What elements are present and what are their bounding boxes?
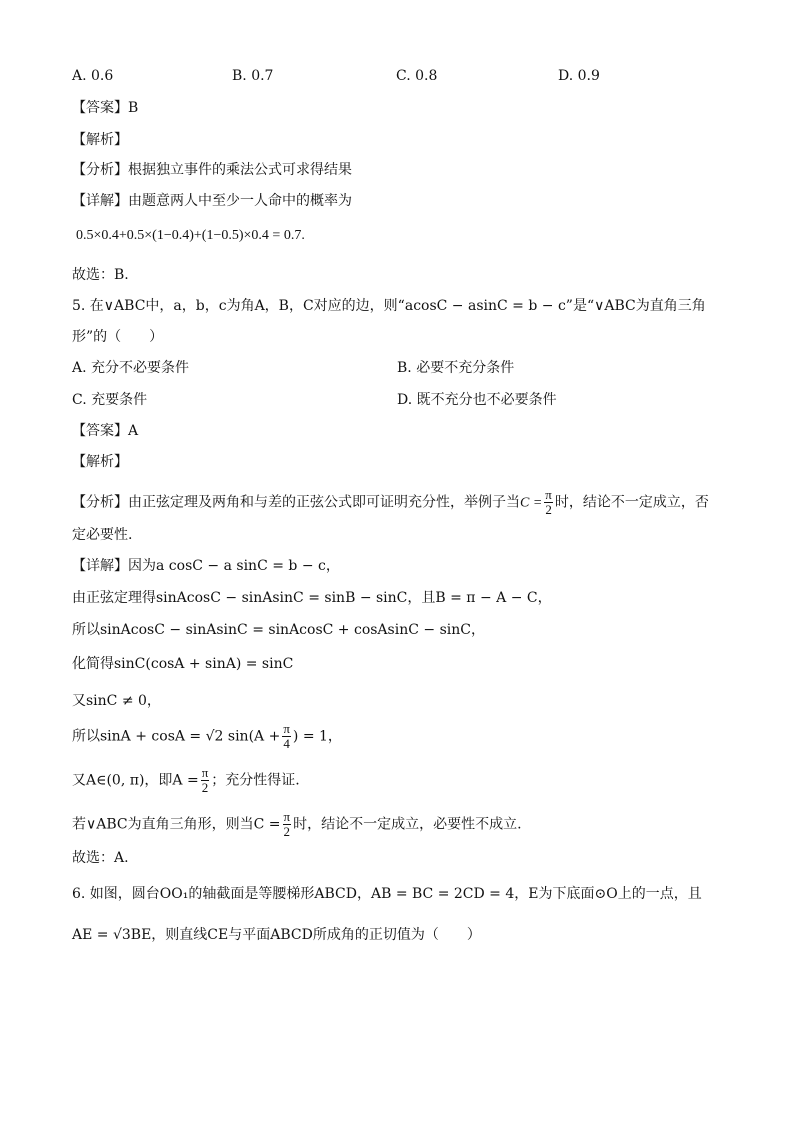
q5-fenxi-c: C =	[520, 495, 543, 511]
q5-fenxi-post: 时，结论不一定成立，否	[554, 494, 709, 511]
frac-numerator: π	[283, 721, 290, 736]
q4-choice: 故选：B.	[72, 267, 129, 283]
q5-l8-pre: 若∨ABC为直角三角形，则当C =	[72, 816, 281, 833]
q5-stem-line2: 形”的（ ）	[72, 329, 164, 345]
q5-option-b: B. 必要不充分条件	[397, 360, 515, 376]
q5-xiangjie-line5: 又sinC ≠ 0，	[72, 693, 161, 709]
fraction-pi-over-2	[201, 766, 210, 795]
q5-option-c: C. 充要条件	[72, 392, 148, 408]
q5-l7-post: ；充分性得证.	[211, 772, 300, 789]
q4-analysis-heading: 【解析】	[72, 132, 128, 148]
q6-stem-line1: 6. 如图，圆台OO₁的轴截面是等腰梯形ABCD，AB = BC = 2CD = 4，E为下底面⊙O上的一点，且	[72, 886, 702, 902]
q5-l6-pre: 所以sinA + cosA = √2 sin(A +	[72, 728, 281, 745]
frac-denominator: 2	[283, 824, 291, 839]
frac-denominator: 2	[545, 502, 552, 517]
q5-answer: 【答案】A	[72, 423, 139, 439]
q5-option-a: A. 充分不必要条件	[72, 360, 190, 376]
q5-choice: 故选：A.	[72, 850, 129, 866]
q5-xiangjie-line2: 由正弦定理得sinAcosC − sinAsinC = sinB − sinC，且B = π − A − C，	[72, 590, 552, 606]
fraction-pi-over-2	[544, 488, 553, 517]
q5-xiangjie-line3: 所以sinAcosC − sinAsinC = sinAcosC + cosAsinC − sinC，	[72, 622, 485, 638]
q4-option-a: A. 0.6	[72, 68, 114, 84]
q5-l7-pre: 又A∈(0, π)，即A =	[72, 772, 199, 789]
q5-xiangjie-line4: 化简得sinC(cosA + sinA) = sinC	[72, 656, 294, 672]
q4-option-c: C. 0.8	[396, 68, 438, 84]
frac-numerator: π	[545, 487, 552, 502]
q5-xiangjie-line1: 【详解】因为a cosC − a sinC = b − c，	[72, 558, 340, 574]
frac-numerator: π	[283, 809, 291, 824]
q6-stem-line2: AE = √3BE，则直线CE与平面ABCD所成角的正切值为（ ）	[72, 927, 481, 943]
q5-l8-post: 时，结论不一定成立，必要性不成立.	[293, 816, 522, 833]
q5-xiangjie-line6	[72, 722, 342, 751]
q4-answer: 【答案】B	[72, 100, 139, 116]
q5-l6-post: ) = 1，	[292, 728, 342, 745]
q5-fenxi-line1	[72, 488, 709, 517]
q4-option-b: B. 0.7	[232, 68, 274, 84]
q4-xiangjie: 【详解】由题意两人中至少一人命中的概率为	[72, 193, 352, 209]
q5-xiangjie-line7	[72, 766, 300, 795]
q5-option-d: D. 既不充分也不必要条件	[397, 392, 557, 408]
frac-numerator: π	[201, 765, 209, 780]
q4-option-d: D. 0.9	[558, 68, 600, 84]
fraction-pi-over-4	[282, 722, 291, 751]
q4-formula: 0.5×0.4+0.5×(1−0.4)+(1−0.5)×0.4 = 0.7.	[76, 228, 305, 243]
fraction-pi-over-2	[283, 810, 292, 839]
frac-denominator: 2	[201, 780, 209, 795]
q5-fenxi-line2: 定必要性.	[72, 527, 133, 543]
q5-xiangjie-line8	[72, 810, 522, 839]
frac-denominator: 4	[283, 736, 290, 751]
q5-analysis-heading: 【解析】	[72, 454, 128, 470]
q5-fenxi-text: 【分析】由正弦定理及两角和与差的正弦公式即可证明充分性，举例子当	[72, 494, 520, 511]
q5-stem-line1: 5. 在∨ABC中，a，b，c为角A，B，C对应的边，则“acosC − asinC = b − c”是“∨ABC为直角三角	[72, 298, 706, 314]
q4-fenxi: 【分析】根据独立事件的乘法公式可求得结果	[72, 162, 352, 178]
